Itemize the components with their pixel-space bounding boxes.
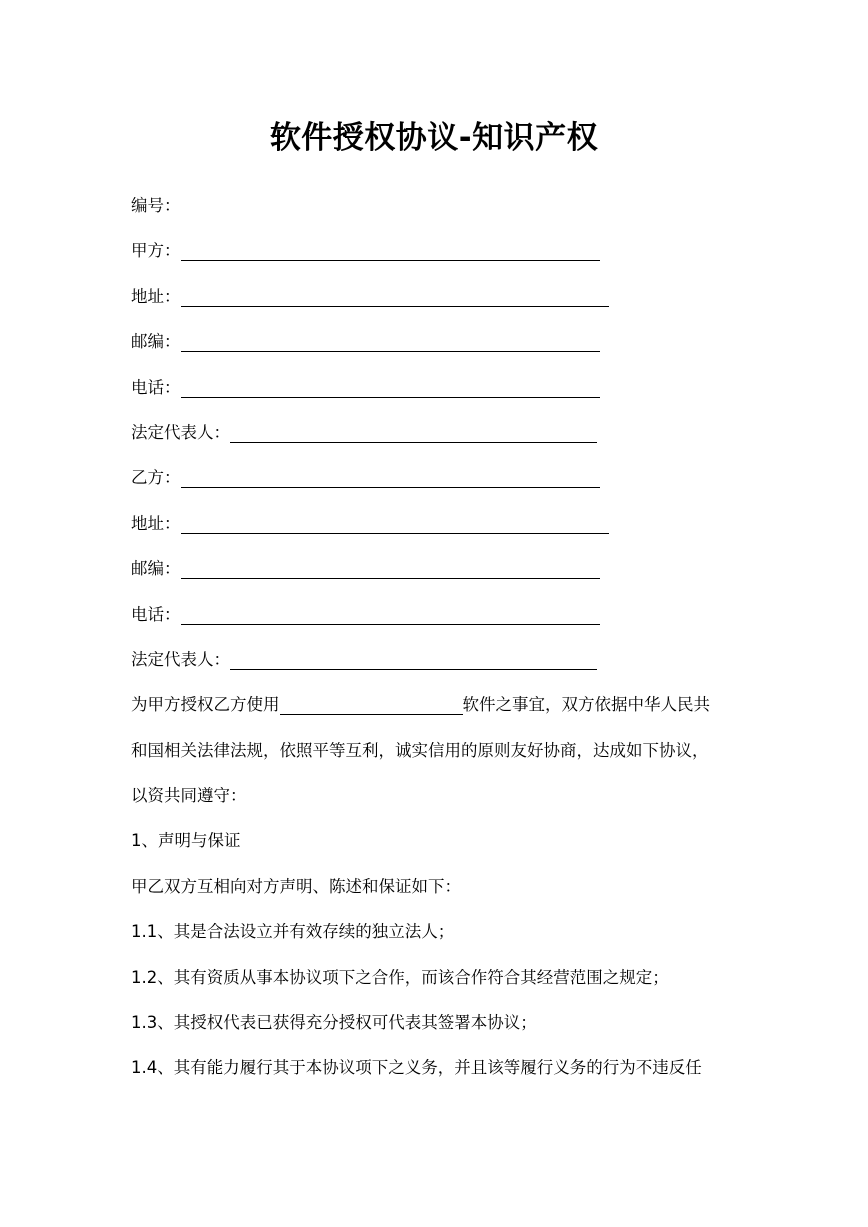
party-a-postcode-blank <box>181 334 600 352</box>
party-a-phone-field <box>131 365 771 410</box>
party-a-label: 甲方： <box>131 241 181 261</box>
party-a-field <box>131 228 771 273</box>
party-b-phone-label: 电话： <box>131 604 181 624</box>
document-body <box>131 183 771 1091</box>
party-b-address-label: 地址： <box>131 513 181 533</box>
party-b-postcode-label: 邮编： <box>131 559 181 579</box>
clause-1-4: 1.4、其有能力履行其于本协议项下之义务，并且该等履行义务的行为不违反任 <box>131 1058 702 1078</box>
party-b-postcode-blank <box>181 561 600 579</box>
intro-part-1: 为甲方授权乙方使用 <box>131 695 280 715</box>
intro-line-2: 和国相关法律法规，依照平等互利，诚实信用的原则友好协商，达成如下协议， <box>131 740 709 760</box>
intro-part-2: 软件之事宜，双方依据中华人民共 <box>462 695 710 715</box>
party-b-rep-blank <box>230 652 597 670</box>
party-b-blank <box>181 470 600 488</box>
section-1-intro: 甲乙双方互相向对方声明、陈述和保证如下： <box>131 876 461 896</box>
intro-line-3: 以资共同遵守： <box>131 786 247 806</box>
number-label: 编号： <box>131 196 181 215</box>
party-a-blank <box>181 243 600 261</box>
party-a-address-label: 地址： <box>131 286 181 306</box>
number-field <box>131 183 771 228</box>
document-title: 软件授权协议-知识产权 <box>269 120 599 156</box>
section-1-heading: 1、声明与保证 <box>131 831 241 851</box>
party-a-postcode-label: 邮编： <box>131 332 181 352</box>
clause-1-2: 1.2、其有资质从事本协议项下之合作，而该合作符合其经营范围之规定； <box>131 967 669 987</box>
party-b-field <box>131 455 771 500</box>
party-a-rep-blank <box>230 425 597 443</box>
party-b-rep-field <box>131 637 771 682</box>
party-a-phone-blank <box>181 380 600 398</box>
party-a-phone-label: 电话： <box>131 377 181 397</box>
party-a-rep-field <box>131 410 771 455</box>
intro-line-1 <box>131 682 771 727</box>
party-a-address-blank <box>181 289 609 307</box>
party-b-rep-label: 法定代表人： <box>131 649 230 669</box>
party-b-phone-blank <box>181 607 600 625</box>
party-b-address-blank <box>181 516 609 534</box>
party-a-address-field <box>131 274 771 319</box>
party-b-address-field <box>131 501 771 546</box>
party-b-postcode-field <box>131 546 771 591</box>
software-name-blank <box>280 697 463 715</box>
party-a-postcode-field <box>131 319 771 364</box>
party-b-phone-field <box>131 592 771 637</box>
clause-1-1: 1.1、其是合法设立并有效存续的独立法人； <box>131 922 455 942</box>
clause-1-3: 1.3、其授权代表已获得充分授权可代表其签署本协议； <box>131 1013 537 1033</box>
party-a-rep-label: 法定代表人： <box>131 422 230 442</box>
party-b-label: 乙方： <box>131 468 181 488</box>
